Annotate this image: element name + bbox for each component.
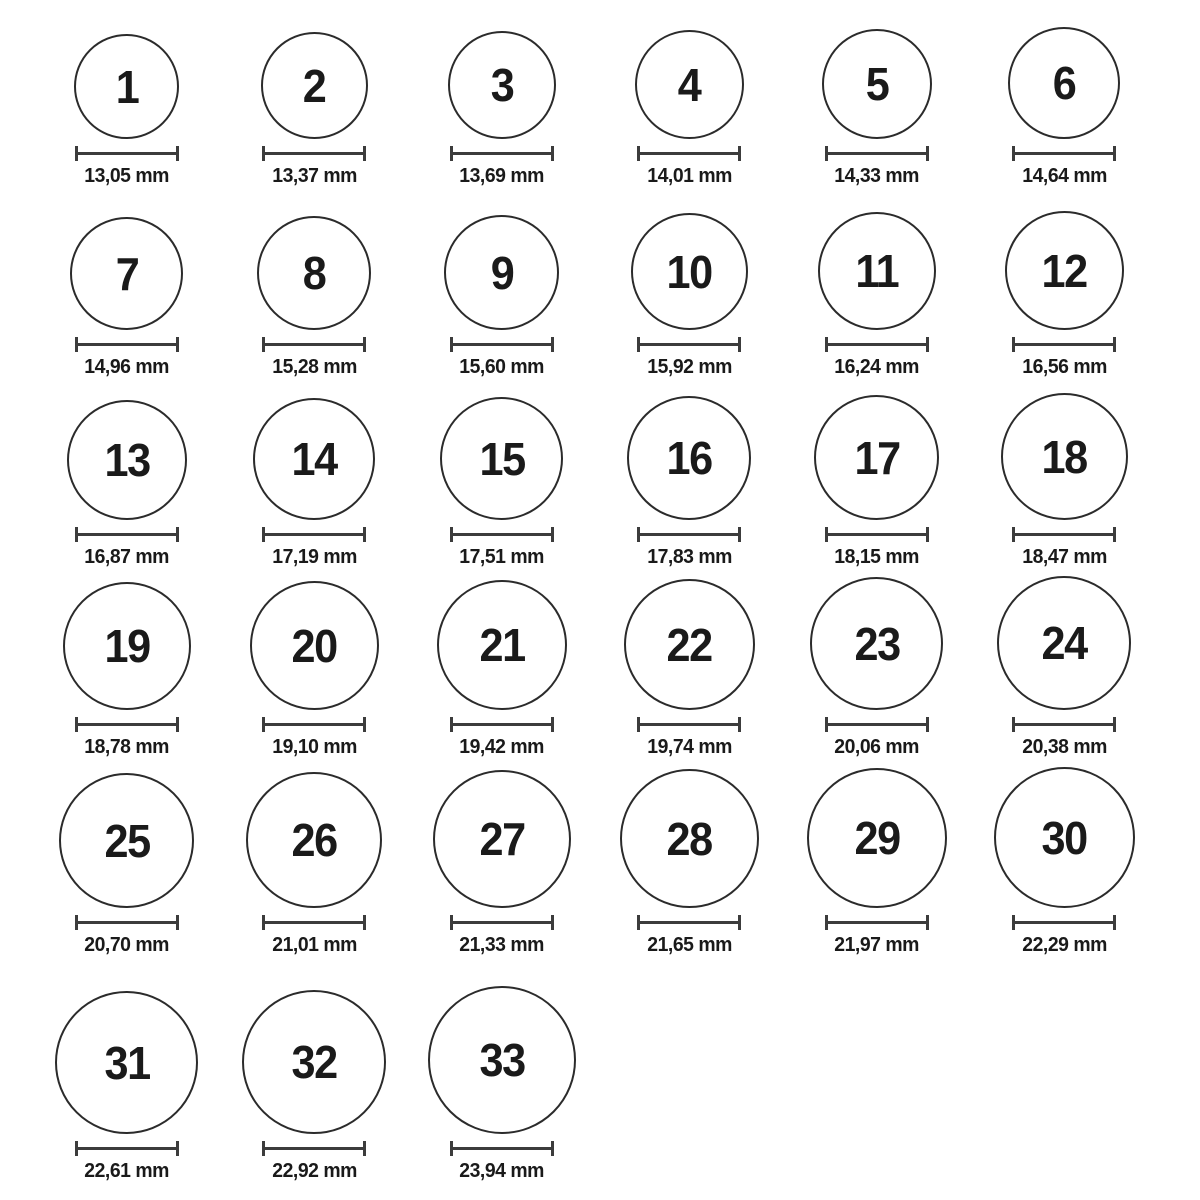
ring-size-cell	[783, 761, 971, 959]
size-number: 17	[854, 431, 900, 484]
size-circle	[1005, 211, 1124, 330]
diameter-label: 13,05 mm	[84, 165, 170, 187]
diameter-line	[262, 337, 366, 352]
diameter-line	[637, 527, 741, 542]
size-circle	[635, 30, 744, 139]
ring-size-cell	[971, 190, 1159, 381]
diameter-label: 17,19 mm	[271, 546, 357, 568]
size-circle	[810, 577, 943, 710]
size-number: 13	[104, 434, 150, 486]
diameter-line	[262, 527, 366, 542]
size-number: 25	[104, 814, 150, 867]
size-circle	[448, 31, 556, 139]
ring-size-cell	[596, 0, 784, 190]
size-circle	[822, 29, 932, 139]
size-circle	[627, 396, 751, 520]
size-number: 6	[1052, 57, 1076, 109]
size-circle	[433, 770, 571, 908]
diameter-label: 18,15 mm	[834, 546, 920, 568]
size-circle	[257, 216, 371, 330]
diameter-label: 16,56 mm	[1021, 356, 1107, 378]
diameter-line	[637, 146, 741, 161]
size-circle	[59, 773, 194, 908]
ring-size-cell	[971, 381, 1159, 571]
ring-size-cell	[783, 571, 971, 761]
diameter-label: 13,69 mm	[459, 165, 545, 187]
ring-size-cell	[596, 381, 784, 571]
size-number: 10	[666, 245, 712, 298]
ring-size-cell	[408, 959, 596, 1185]
size-number: 31	[104, 1036, 150, 1089]
diameter-line	[75, 1141, 179, 1156]
size-circle	[1008, 27, 1120, 139]
diameter-label: 15,28 mm	[271, 356, 357, 378]
size-circle	[74, 34, 179, 139]
diameter-line	[637, 717, 741, 732]
diameter-label: 21,33 mm	[459, 934, 545, 956]
diameter-line	[450, 915, 554, 930]
size-number: 23	[854, 617, 900, 670]
size-number: 16	[666, 432, 712, 484]
diameter-label: 20,06 mm	[834, 736, 920, 758]
size-number: 27	[479, 813, 525, 865]
diameter-label: 19,10 mm	[271, 736, 357, 758]
diameter-line	[1012, 915, 1116, 930]
ring-size-cell	[33, 571, 221, 761]
diameter-line	[825, 527, 929, 542]
diameter-line	[637, 337, 741, 352]
diameter-label: 23,94 mm	[459, 1160, 545, 1182]
ring-size-cell	[408, 190, 596, 381]
size-number: 33	[479, 1034, 525, 1086]
size-circle	[55, 991, 198, 1134]
ring-size-cell	[221, 0, 409, 190]
diameter-label: 14,96 mm	[84, 356, 170, 378]
diameter-label: 16,87 mm	[84, 546, 170, 568]
diameter-line	[1012, 146, 1116, 161]
size-circle	[814, 395, 939, 520]
diameter-line	[262, 146, 366, 161]
size-circle	[444, 215, 559, 330]
diameter-label: 13,37 mm	[271, 165, 357, 187]
ring-size-cell	[221, 571, 409, 761]
diameter-line	[637, 915, 741, 930]
diameter-label: 18,47 mm	[1021, 546, 1107, 568]
diameter-label: 14,64 mm	[1021, 165, 1107, 187]
size-circle	[807, 768, 947, 908]
ring-size-cell	[33, 190, 221, 381]
size-circle	[261, 32, 368, 139]
diameter-line	[825, 915, 929, 930]
size-number: 3	[490, 59, 514, 111]
size-number: 5	[865, 58, 889, 110]
ring-size-cell	[408, 761, 596, 959]
diameter-label: 18,78 mm	[84, 736, 170, 758]
size-circle	[437, 580, 567, 710]
diameter-label: 21,65 mm	[646, 934, 732, 956]
size-number: 7	[115, 247, 139, 300]
diameter-line	[75, 337, 179, 352]
ring-size-cell	[783, 190, 971, 381]
diameter-label: 21,01 mm	[271, 934, 357, 956]
size-circle	[250, 581, 379, 710]
size-number: 26	[291, 814, 337, 866]
size-circle	[994, 767, 1135, 908]
size-number: 32	[291, 1036, 337, 1088]
diameter-line	[450, 337, 554, 352]
size-circle	[70, 217, 183, 330]
size-number: 15	[479, 432, 525, 485]
diameter-label: 15,92 mm	[646, 356, 732, 378]
size-circle	[63, 582, 191, 710]
diameter-label: 14,01 mm	[646, 165, 732, 187]
diameter-label: 14,33 mm	[834, 165, 920, 187]
size-circle	[624, 579, 755, 710]
diameter-label: 20,38 mm	[1021, 736, 1107, 758]
diameter-label: 19,74 mm	[646, 736, 732, 758]
size-number: 28	[666, 812, 712, 865]
ring-size-cell	[221, 190, 409, 381]
size-circle	[67, 400, 187, 520]
diameter-line	[825, 337, 929, 352]
size-number: 2	[302, 59, 326, 112]
diameter-line	[1012, 527, 1116, 542]
size-circle	[1001, 393, 1128, 520]
diameter-line	[825, 717, 929, 732]
diameter-label: 20,70 mm	[84, 934, 170, 956]
size-circle	[440, 397, 563, 520]
size-circle	[428, 986, 576, 1134]
ring-size-cell	[596, 190, 784, 381]
size-number: 21	[479, 619, 525, 671]
diameter-label: 22,29 mm	[1021, 934, 1107, 956]
diameter-line	[75, 915, 179, 930]
size-number: 12	[1041, 244, 1087, 297]
ring-size-cell	[33, 381, 221, 571]
size-circle	[253, 398, 375, 520]
size-number: 24	[1041, 617, 1087, 669]
ring-size-cell	[971, 0, 1159, 190]
size-number: 20	[291, 619, 337, 672]
diameter-label: 17,83 mm	[646, 546, 732, 568]
diameter-line	[450, 1141, 554, 1156]
ring-size-cell	[221, 761, 409, 959]
size-circle	[620, 769, 759, 908]
diameter-line	[450, 717, 554, 732]
size-number: 11	[855, 245, 899, 297]
size-circle	[818, 212, 936, 330]
diameter-line	[262, 717, 366, 732]
diameter-label: 22,92 mm	[271, 1160, 357, 1182]
ring-size-cell	[408, 571, 596, 761]
size-number: 4	[677, 58, 701, 111]
size-number: 1	[115, 60, 139, 113]
ring-size-cell	[221, 381, 409, 571]
diameter-line	[450, 527, 554, 542]
size-number: 14	[291, 433, 337, 485]
size-number: 18	[1041, 430, 1087, 483]
diameter-label: 15,60 mm	[459, 356, 545, 378]
diameter-line	[262, 1141, 366, 1156]
ring-size-cell	[596, 571, 784, 761]
diameter-line	[75, 146, 179, 161]
diameter-line	[825, 146, 929, 161]
size-number: 19	[104, 620, 150, 672]
diameter-line	[1012, 717, 1116, 732]
size-number: 22	[666, 618, 712, 671]
size-number: 29	[854, 812, 900, 864]
ring-size-cell	[971, 571, 1159, 761]
diameter-label: 22,61 mm	[84, 1160, 170, 1182]
ring-size-cell	[221, 959, 409, 1185]
diameter-line	[75, 527, 179, 542]
ring-size-cell	[408, 381, 596, 571]
size-number: 30	[1041, 811, 1087, 864]
size-circle	[246, 772, 382, 908]
diameter-line	[1012, 337, 1116, 352]
ring-size-cell	[596, 761, 784, 959]
size-circle	[997, 576, 1131, 710]
diameter-line	[262, 915, 366, 930]
ring-size-cell	[408, 0, 596, 190]
diameter-label: 17,51 mm	[459, 546, 545, 568]
diameter-line	[75, 717, 179, 732]
ring-size-cell	[33, 761, 221, 959]
size-circle	[631, 213, 748, 330]
diameter-line	[450, 146, 554, 161]
ring-size-cell	[971, 761, 1159, 959]
ring-size-cell	[33, 959, 221, 1185]
ring-size-cell	[33, 0, 221, 190]
size-circle	[242, 990, 386, 1134]
ring-size-cell	[783, 0, 971, 190]
diameter-label: 19,42 mm	[459, 736, 545, 758]
ring-size-cell	[783, 381, 971, 571]
diameter-label: 16,24 mm	[834, 356, 920, 378]
size-number: 8	[302, 247, 326, 299]
diameter-label: 21,97 mm	[834, 934, 920, 956]
size-number: 9	[490, 246, 514, 299]
